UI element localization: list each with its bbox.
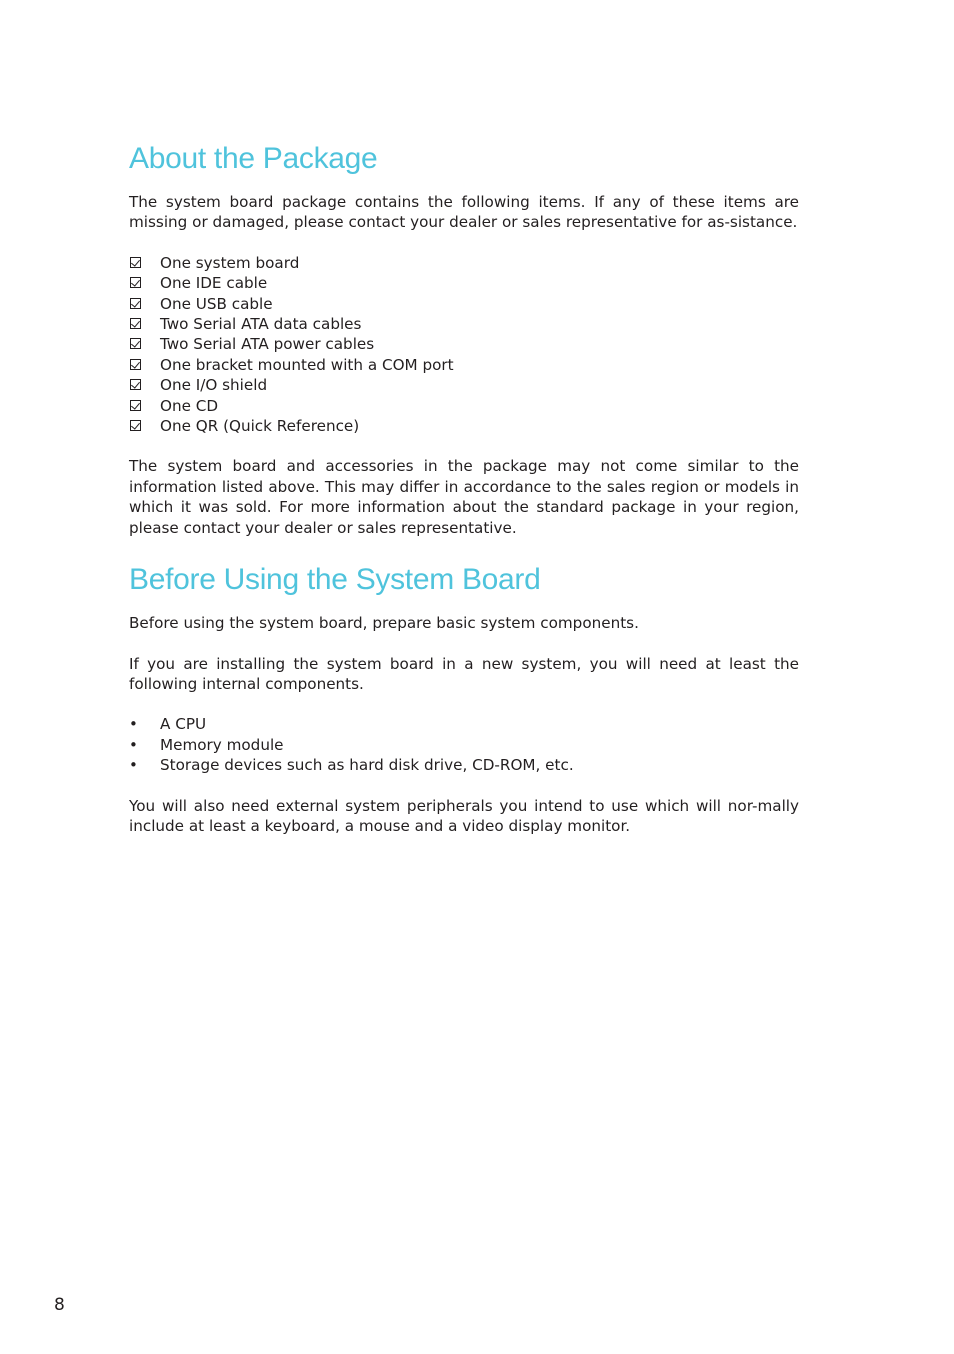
package-intro-paragraph: The system board package contains the following items. If any of these items are missing or damaged, please contact your dealer or sales representative for as-sistance. [129, 193, 799, 232]
list-item [129, 355, 799, 375]
internal-components-list [129, 714, 799, 775]
checkbox-checked-icon [130, 338, 141, 349]
list-item-label: Storage devices such as hard disk drive, CD-ROM, etc. [160, 756, 574, 775]
page-number: 8 [54, 1295, 65, 1315]
list-item-label: One USB cable [160, 294, 273, 313]
section-title-before-using: Before Using the System Board [129, 563, 541, 597]
list-item-label: One bracket mounted with a COM port [160, 355, 454, 374]
external-peripherals-paragraph: You will also need external system peripherals you intend to use which will nor-mally include at least a keyboard, a mouse and a video display monitor. [129, 796, 799, 835]
list-item [129, 334, 799, 354]
list-item-label: One CD [160, 396, 219, 415]
list-item [129, 273, 799, 293]
list-item [129, 253, 799, 273]
checkbox-checked-icon [130, 277, 141, 288]
checkbox-checked-icon [130, 400, 141, 411]
checkbox-checked-icon [130, 257, 141, 268]
list-item [129, 714, 799, 734]
list-item [129, 755, 799, 775]
bullet-icon: • [129, 715, 138, 734]
list-item [129, 416, 799, 436]
section-title-about-package: About the Package [129, 142, 378, 175]
list-item [129, 294, 799, 314]
list-item-label: A CPU [160, 715, 207, 734]
list-item [129, 735, 799, 755]
list-item-label: One I/O shield [160, 376, 268, 395]
bullet-icon: • [129, 735, 138, 754]
before-using-intro-paragraph: Before using the system board, prepare basic system components. [129, 614, 639, 633]
list-item-label: One system board [160, 253, 300, 272]
checkbox-checked-icon [130, 359, 141, 370]
checkbox-checked-icon [130, 379, 141, 390]
list-item-label: One IDE cable [160, 274, 268, 293]
list-item [129, 314, 799, 334]
checkbox-checked-icon [130, 318, 141, 329]
checkbox-checked-icon [130, 298, 141, 309]
list-item [129, 396, 799, 416]
document-body [129, 140, 799, 836]
list-item [129, 375, 799, 395]
package-note-paragraph: The system board and accessories in the package may not come similar to the information listed above. This may differ in accordance to the sales region or models in which it was sold. For more information about the standard package in your region, please contact your dealer or sales representative. [129, 457, 799, 537]
bullet-icon: • [129, 756, 138, 775]
list-item-label: Two Serial ATA data cables [160, 315, 362, 334]
internal-components-paragraph: If you are installing the system board in a new system, you will need at least the following internal components. [129, 654, 799, 693]
list-item-label: One QR (Quick Reference) [160, 417, 360, 436]
list-item-label: Memory module [160, 735, 284, 754]
package-contents-list [129, 253, 799, 437]
checkbox-checked-icon [130, 420, 141, 431]
list-item-label: Two Serial ATA power cables [160, 335, 375, 354]
